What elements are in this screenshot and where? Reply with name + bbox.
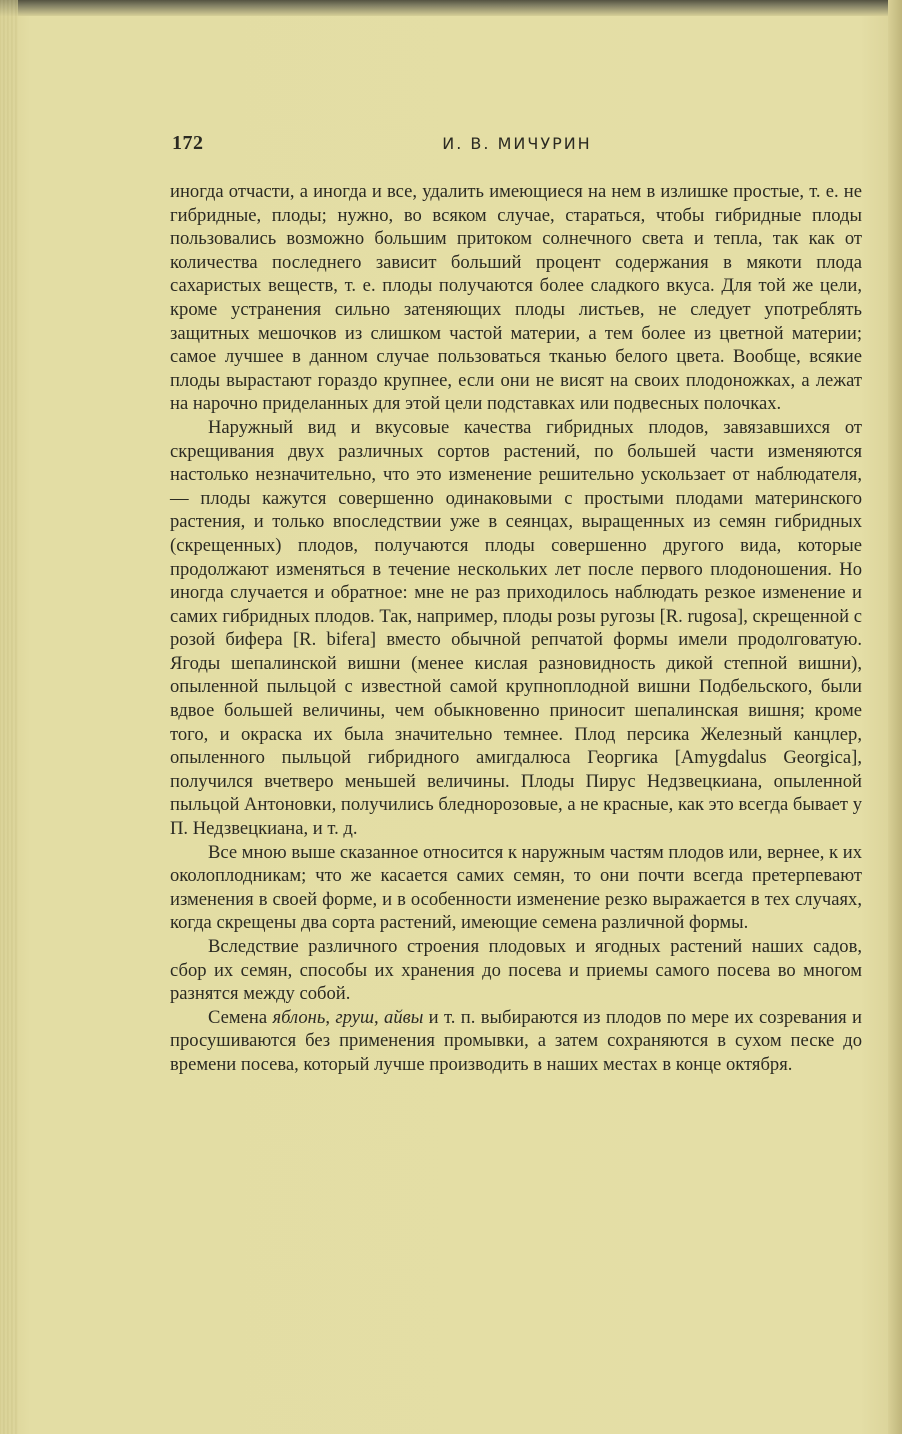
running-head: И. В. МИЧУРИН xyxy=(442,134,592,153)
page-right-edge xyxy=(888,0,902,1434)
italic-term-quince: айвы xyxy=(384,1006,424,1028)
italic-term-apple: яблонь xyxy=(272,1006,326,1028)
paragraph-1: иногда отчасти, а иногда и все, удалить имеющиеся на нем в излишке простые, т. е. не гибридные, плоды; нужно, во всяком случае, стараться, чтобы гибридные плоды пользовались возможно большим притоком солнечного света и тепла, так как от количества последнего зависит больший процент содержания в мякоти плода сахаристых веществ, т. е. плоды получаются более сладкого вкуса. Для той же цели, кроме устранения сильно затеняющих плоды листьев, не следует употреблять защитных мешочков из слишком частой материи, а тем более из цветной материи; самое лучшее в данном случае пользоваться тканью белого цвета. Вообще, всякие плоды вырастают гораздо крупнее, если они не висят на своих плодоножках, а лежат на нарочно приделанных для этой цели подставках или подвесных полочках. xyxy=(170,181,862,415)
paragraph-5-lead: Семена xyxy=(208,1006,273,1028)
paragraph-2: Наружный вид и вкусовые качества гибридных плодов, завязавшихся от скрещивания двух различных сортов растений, по большей части изменяются настолько незначительно, что это изменение решительно ускользает от наблюдателя, — плоды кажутся совершенно одинаковыми с простыми плодами материнского растения, и только впоследствии уже в сеянцах, выращенных из семян гибридных (скрещенных) плодов, получаются плоды совершенно другого вида, которые продолжают изменяться в течение нескольких лет после первого плодоношения. Но иногда случается и обратное: мне не раз приходилось наблюдать резкое изменение и самих гибридных плодов. Так, например, плоды розы ругозы [R. rugosa], скрещенной с розой бифера [R. bifera] вместо обычной репчатой формы имели продолговатую. Ягоды шепалинской вишни (менее кислая разновидность дикой степной вишни), опыленной пыльцой с известной самой крупноплодной вишни Подбельского, были вдвое большей величины, чем обыкновенно приносит шепалинская вишня; кроме того, и окраска их была значительно темнее. Плод персика Железный канцлер, опыленного пыльцой гибридного амигдалюса Георгика [Amygdalus Georgica], получился вчетверо меньшей величины. Плоды Пирус Недзвецкиана, опыленной пыльцой Антоновки, получились бледнорозовые, а не красные, как это всегда бывает у П. Недзвецкиана, и т. д. xyxy=(170,416,862,840)
page-left-edge xyxy=(0,0,18,1434)
page-number: 172 xyxy=(172,132,204,154)
paragraph-5 xyxy=(170,1006,862,1077)
page-top-edge xyxy=(0,0,902,16)
body-text xyxy=(170,180,862,1077)
paragraph-5-sep-1: , xyxy=(325,1006,336,1028)
italic-term-pear: груш xyxy=(335,1006,374,1028)
paragraph-3: Все мною выше сказанное относится к наружным частям плодов или, вернее, к их околоплодникам; что же касается самих семян, то они почти всегда претерпевают изменения в своей форме, и в особенности изменение резко выражается в тех случаях, когда скрещены два сорта растений, имеющие семена различной формы. xyxy=(170,841,862,934)
paragraph-5-rest: и т. п. выбираются из плодов по мере их созревания и просушиваются без применения промывки, а затем сохраняются в сухом песке до времени посева, который лучше производить в наших местах в конце октября. xyxy=(170,1006,862,1075)
page-header xyxy=(172,132,862,156)
paragraph-5-sep-2: , xyxy=(374,1006,385,1028)
paragraph-4: Вследствие различного строения плодовых и ягодных растений наших садов, сбор их семян, способы их хранения до посева и приемы самого посева во многом разнятся между собой. xyxy=(170,936,862,1005)
